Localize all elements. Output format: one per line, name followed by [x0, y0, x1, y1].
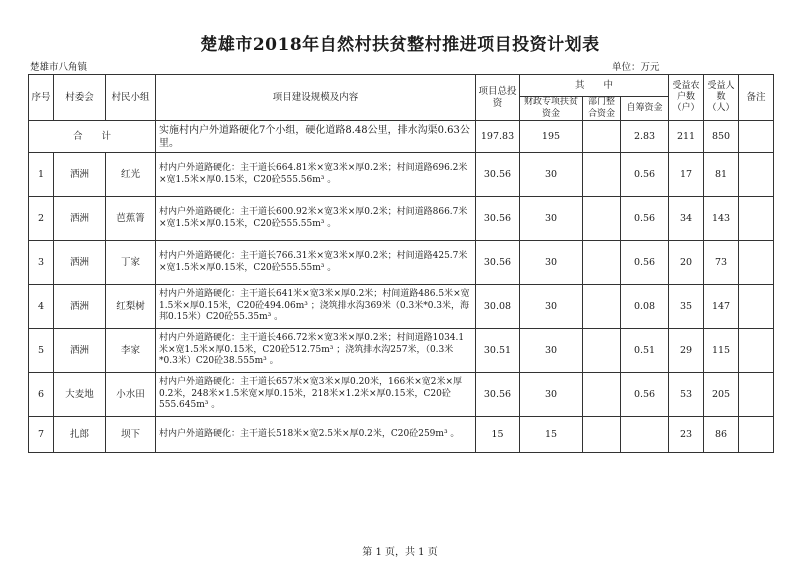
row-total: 30.08 — [476, 285, 520, 329]
row-content: 村内户外道路硬化：主干道长766.31米×宽3米×厚0.2米；村间道路425.7米×宽1.5米×厚0.15米，C20砼555.55m³ 。 — [156, 241, 476, 285]
total-households: 211 — [669, 121, 704, 153]
row-self: 0.56 — [621, 373, 669, 417]
row-content: 村内户外道路硬化：主干道长518米×宽2.5米×厚0.2米，C20砼259m³ 。 — [156, 417, 476, 453]
header-households: 受益农户数（户） — [669, 75, 704, 121]
table-row — [29, 153, 774, 197]
row-fiscal: 15 — [520, 417, 583, 453]
row-committee: 洒洲 — [54, 241, 106, 285]
header-remark: 备注 — [739, 75, 774, 121]
document-title: 楚雄市2018年自然村扶贫整村推进项目投资计划表 — [200, 35, 600, 55]
row-group: 红梨树 — [106, 285, 156, 329]
row-self — [621, 417, 669, 453]
row-seq: 7 — [29, 417, 54, 453]
table-row — [29, 197, 774, 241]
table-row — [29, 417, 774, 453]
total-fiscal: 195 — [520, 121, 583, 153]
header-seq: 序号 — [29, 75, 54, 121]
row-self: 0.56 — [621, 153, 669, 197]
row-seq: 2 — [29, 197, 54, 241]
row-fiscal: 30 — [520, 197, 583, 241]
row-self: 0.56 — [621, 197, 669, 241]
row-remark — [739, 153, 774, 197]
row-content: 村内户外道路硬化：主干道长641米×宽3米×厚0.2米；村间道路486.5米×宽1.5米×厚0.15米，C20砼494.06m³ ；浇筑排水沟369米（0.3米*0.3米，海邦0.15米）C20砼55.35m³ 。 — [156, 285, 476, 329]
row-households: 35 — [669, 285, 704, 329]
row-households: 29 — [669, 329, 704, 373]
row-content: 村内户外道路硬化：主干道长600.92米×宽3米×厚0.2米；村间道路866.7米×宽1.5米×厚0.15米，C20砼555.55m³ 。 — [156, 197, 476, 241]
row-committee: 洒洲 — [54, 153, 106, 197]
row-committee: 大麦地 — [54, 373, 106, 417]
row-dept — [583, 197, 621, 241]
row-content: 村内户外道路硬化：主干道长657米×宽3米×厚0.20米，166米×宽2米×厚0.2米，248米×1.5米宽×厚0.15米，218米×1.2米×厚0.15米，C20砼555.645m³ 。 — [156, 373, 476, 417]
investment-table — [28, 74, 774, 453]
row-dept — [583, 285, 621, 329]
header-self-fund: 自筹资金 — [621, 97, 669, 121]
row-group: 坝下 — [106, 417, 156, 453]
row-total: 30.56 — [476, 373, 520, 417]
row-remark — [739, 241, 774, 285]
header-population: 受益人数（人） — [704, 75, 739, 121]
row-fiscal: 30 — [520, 241, 583, 285]
row-remark — [739, 329, 774, 373]
header-content: 项目建设规模及内容 — [156, 75, 476, 121]
row-content: 村内户外道路硬化：主干道长466.72米×宽3米×厚0.2米；村间道路1034.1米×宽1.5米×厚0.15米，C20砼512.75m³ ；浇筑排水沟257米，（0.3米*0.3米）C20砼38.555m³ 。 — [156, 329, 476, 373]
row-households: 53 — [669, 373, 704, 417]
row-fiscal: 30 — [520, 153, 583, 197]
row-committee: 洒洲 — [54, 197, 106, 241]
row-households: 23 — [669, 417, 704, 453]
row-population: 115 — [704, 329, 739, 373]
row-seq: 3 — [29, 241, 54, 285]
row-population: 81 — [704, 153, 739, 197]
row-self: 0.56 — [621, 241, 669, 285]
row-seq: 4 — [29, 285, 54, 329]
header-village-committee: 村委会 — [54, 75, 106, 121]
header-among: 其 中 — [520, 75, 669, 97]
total-remark — [739, 121, 774, 153]
table-row — [29, 373, 774, 417]
row-total: 30.56 — [476, 197, 520, 241]
table-row — [29, 329, 774, 373]
total-dept — [583, 121, 621, 153]
row-population: 143 — [704, 197, 739, 241]
table-row — [29, 241, 774, 285]
row-fiscal: 30 — [520, 373, 583, 417]
total-row — [29, 121, 774, 153]
row-group: 芭蕉箐 — [106, 197, 156, 241]
total-population: 850 — [704, 121, 739, 153]
row-remark — [739, 285, 774, 329]
row-fiscal: 30 — [520, 329, 583, 373]
row-households: 20 — [669, 241, 704, 285]
total-invest: 197.83 — [476, 121, 520, 153]
row-self: 0.08 — [621, 285, 669, 329]
row-committee: 扎郎 — [54, 417, 106, 453]
row-households: 17 — [669, 153, 704, 197]
row-remark — [739, 417, 774, 453]
row-population: 73 — [704, 241, 739, 285]
row-dept — [583, 417, 621, 453]
row-population: 147 — [704, 285, 739, 329]
header-dept-fund: 部门整合资金 — [583, 97, 621, 121]
row-seq: 5 — [29, 329, 54, 373]
row-dept — [583, 373, 621, 417]
page-footer: 第 1 页，共 1 页 — [362, 547, 438, 558]
row-remark — [739, 197, 774, 241]
row-dept — [583, 241, 621, 285]
row-group: 丁家 — [106, 241, 156, 285]
row-fiscal: 30 — [520, 285, 583, 329]
row-group: 李家 — [106, 329, 156, 373]
header-fiscal-fund: 财政专项扶贫资金 — [520, 97, 583, 121]
table-row — [29, 285, 774, 329]
row-group: 小水田 — [106, 373, 156, 417]
row-committee: 洒洲 — [54, 285, 106, 329]
row-seq: 6 — [29, 373, 54, 417]
total-label: 合 计 — [29, 121, 156, 153]
row-group: 红光 — [106, 153, 156, 197]
row-seq: 1 — [29, 153, 54, 197]
town-label: 楚雄市八角镇 — [30, 62, 88, 73]
row-households: 34 — [669, 197, 704, 241]
row-committee: 洒洲 — [54, 329, 106, 373]
header-group: 村民小组 — [106, 75, 156, 121]
row-remark — [739, 373, 774, 417]
row-dept — [583, 153, 621, 197]
total-self: 2.83 — [621, 121, 669, 153]
total-content: 实施村内户外道路硬化7个小组，硬化道路8.48公里，排水沟渠0.63公里。 — [156, 121, 476, 153]
row-self: 0.51 — [621, 329, 669, 373]
row-dept — [583, 329, 621, 373]
header-total-invest: 项目总投资 — [476, 75, 520, 121]
row-total: 30.56 — [476, 241, 520, 285]
row-total: 30.56 — [476, 153, 520, 197]
row-population: 205 — [704, 373, 739, 417]
row-total: 15 — [476, 417, 520, 453]
row-population: 86 — [704, 417, 739, 453]
row-content: 村内户外道路硬化：主干道长664.81米×宽3米×厚0.2米；村间道路696.2米×宽1.5米×厚0.15米，C20砼555.56m³ 。 — [156, 153, 476, 197]
unit-label: 单位：万元 — [612, 62, 660, 73]
row-total: 30.51 — [476, 329, 520, 373]
